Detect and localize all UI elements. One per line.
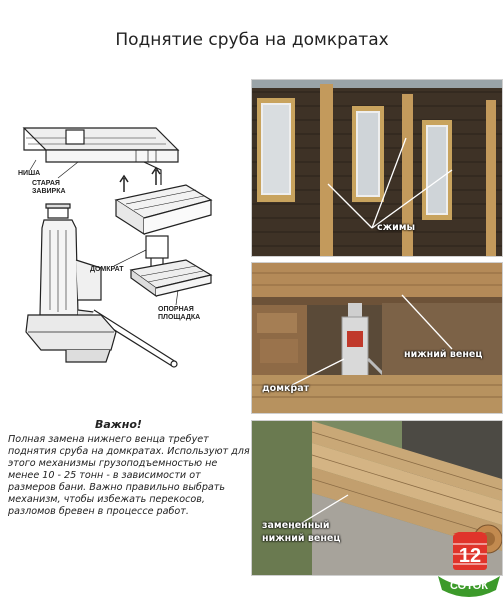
label-domkrat-photo: домкрат bbox=[262, 383, 310, 394]
note-text: Полная замена нижнего венца требует поднятия сруба на домкратах. Используют для этого механизмы грузоподъемностью не менее 10 - 25 тонн - в зависимости от размеров бани. Важно правильно выбрать механизм, чтобы избежать перекосов, разломов бревен в процессе работ. bbox=[8, 434, 250, 517]
label-domkrat: ДОМКРАТ bbox=[90, 266, 124, 273]
jack-sketch-illustration bbox=[6, 100, 241, 400]
label-staraya-zavirka: СТАРАЯ ЗАВИРКА bbox=[32, 180, 66, 195]
note-heading: Важно! bbox=[95, 418, 142, 431]
label-zamenenny-venec: замененный нижний венец bbox=[262, 520, 341, 544]
label-nisha: НИША bbox=[18, 170, 41, 177]
svg-text:СОТОК: СОТОК bbox=[450, 580, 488, 592]
photo-jack-lower-crown bbox=[251, 262, 503, 414]
page-title: Поднятие сруба на домкратах bbox=[115, 30, 389, 50]
sketch-drawing bbox=[6, 100, 241, 400]
12-sotok-logo bbox=[436, 532, 502, 598]
label-szhimy: сжимы bbox=[377, 222, 416, 233]
svg-text:12: 12 bbox=[458, 545, 482, 567]
photo-wall-clamps bbox=[251, 79, 503, 257]
label-nizhniy-venec: нижний венец bbox=[404, 349, 483, 360]
label-opornaya-ploshchadka: ОПОРНАЯ ПЛОЩАДКА bbox=[158, 306, 201, 321]
